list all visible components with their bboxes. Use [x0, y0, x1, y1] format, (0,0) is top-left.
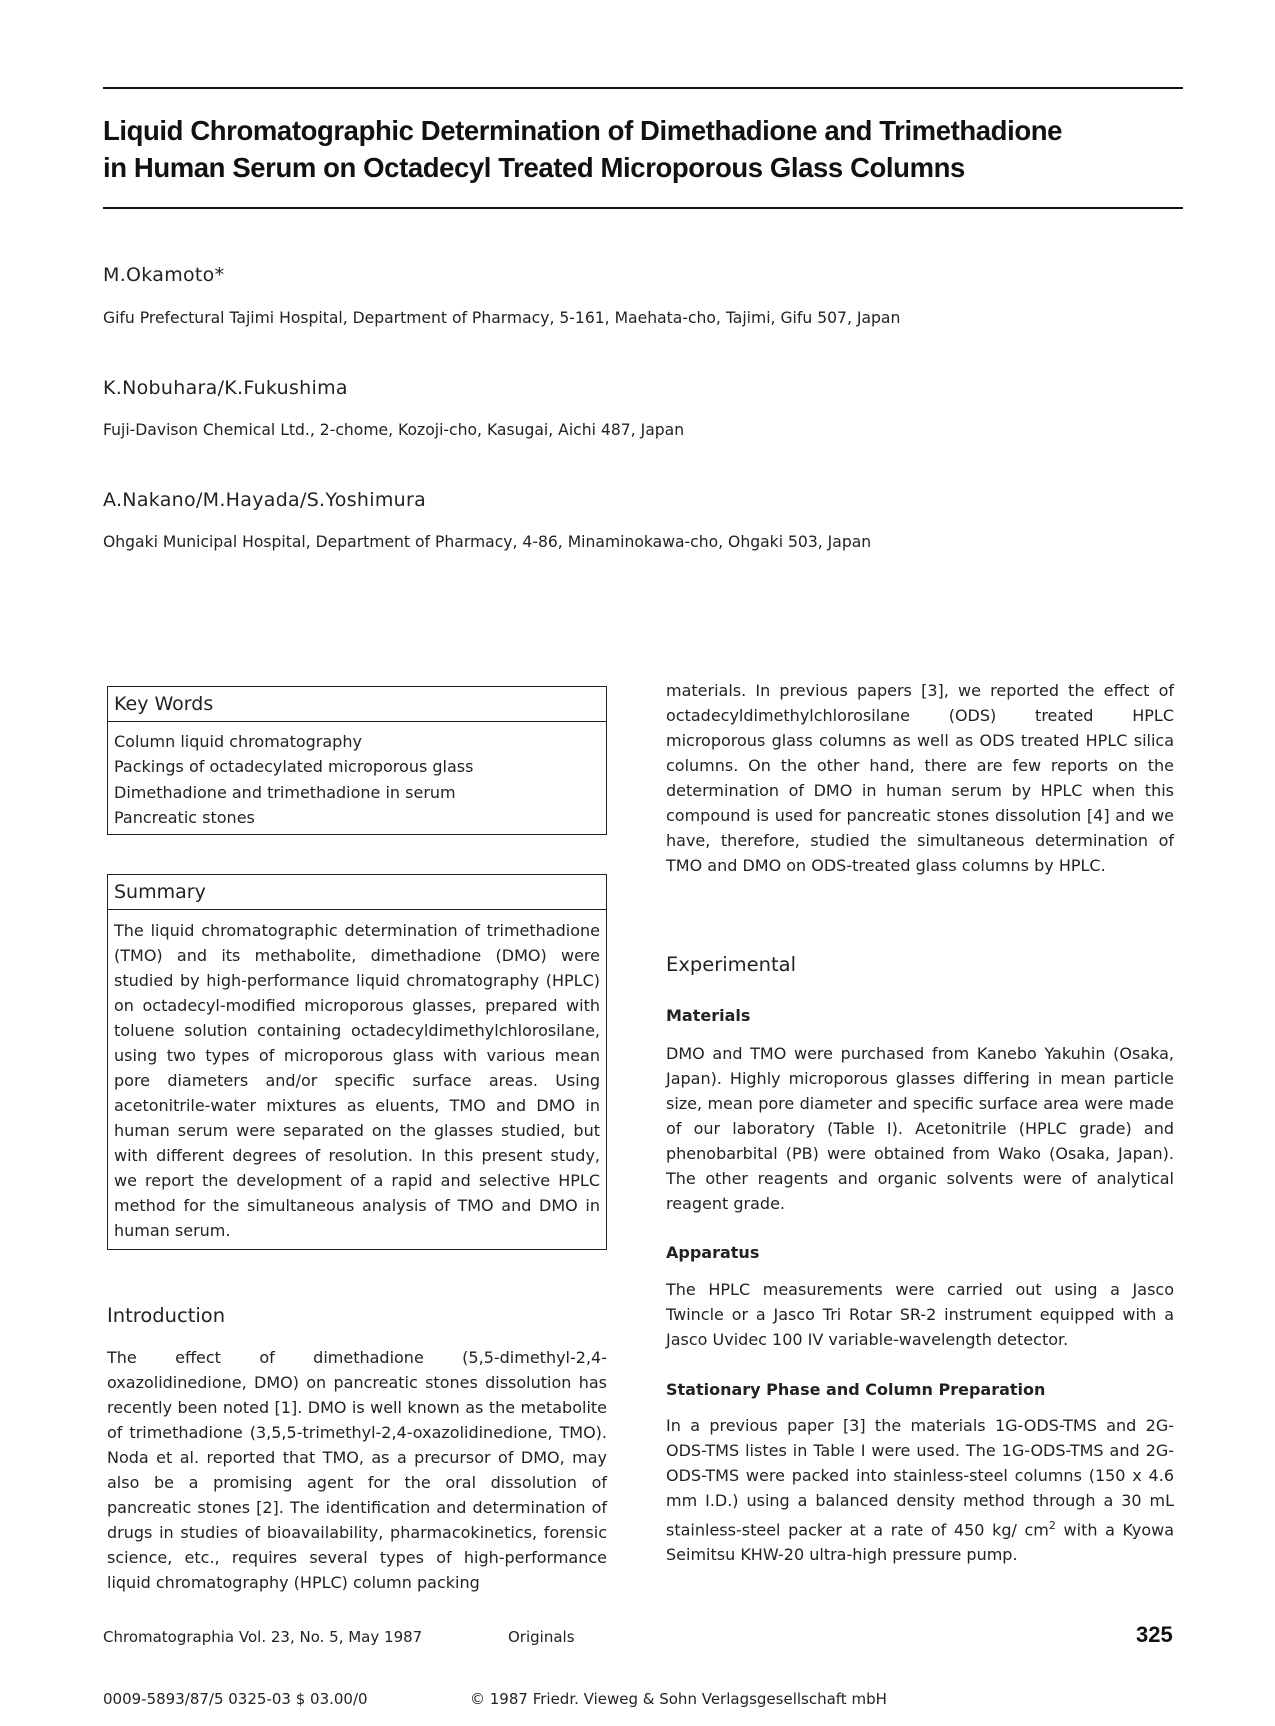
author-affiliation-1: Gifu Prefectural Tajimi Hospital, Department of Pharmacy, 5-161, Maehata-cho, Tajimi, Gifu 507, Japan — [103, 309, 901, 327]
summary-box — [107, 874, 607, 1250]
title-top-rule — [103, 87, 1183, 89]
author-affiliation-3: Ohgaki Municipal Hospital, Department of Pharmacy, 4-86, Minaminokawa-cho, Ohgaki 503, Japan — [103, 533, 872, 551]
introduction-text: The effect of dimethadione (5,5-dimethyl-2,4-oxazolidinedione, DMO) on pancreatic stones dissolution has recently been noted [1]. DMO is well known as the metabolite of trimethadione (3,5,5-trimethyl-2,4-oxazolidinedione, TMO). Noda et al. reported that TMO, as a precursor of DMO, may also be a promising agent for the oral dissolution of pancreatic stones [2]. The identification and determination of drugs in studies of bioavailability, pharmacokinetics, forensic science, etc., requires several types of high-performance liquid chromatography (HPLC) column packing — [107, 1348, 607, 1592]
title-bottom-rule — [103, 207, 1183, 209]
keywords-heading: Key Words — [108, 687, 606, 722]
summary-text: The liquid chromatographic determination of trimethadione (TMO) and its methabolite, dimethadione (DMO) were studied by high-performance liquid chromatography (HPLC) on octadecyl-modified microporous glasses, prepared with toluene solution containing octadecyldimethylchlorosilane, using two types of microporous glass with various mean pore diameters and/or specific surface areas. Using acetonitrile-water mixtures as eluents, TMO and DMO in human serum were separated on the glasses studied, but with different degrees of resolution. In this present study, we report the development of a rapid and selective HPLC method for the simultaneous analysis of TMO and DMO in human serum. — [114, 921, 600, 1240]
stationary-phase-text — [666, 1413, 1174, 1567]
section-label: Originals — [508, 1628, 575, 1646]
stationary-phase-text-a: In a previous paper [3] the materials 1G-ODS-TMS and 2G-ODS-TMS listes in Table I were used. The 1G-ODS-TMS and 2G-ODS-TMS were packed into stainless-steel columns (150 x 4.6 mm I.D.) using a balanced density method through a 30 mL stainless-steel packer at a rate of 450 kg/ cm — [666, 1416, 1174, 1540]
keywords-box — [107, 686, 607, 835]
article-code: 0009-5893/87/5 0325-03 $ 03.00/0 — [103, 1690, 368, 1708]
author-affiliation-2: Fuji-Davison Chemical Ltd., 2-chome, Kozoji-cho, Kasugai, Aichi 487, Japan — [103, 421, 685, 439]
keyword-item: Packings of octadecylated microporous glass — [114, 757, 474, 777]
experimental-heading: Experimental — [666, 953, 797, 976]
keyword-item: Column liquid chromatography — [114, 732, 362, 751]
author-names-2: K.Nobuhara/K.Fukushima — [103, 377, 348, 399]
article-title-line2: in Human Serum on Octadecyl Treated Microporous Glass Columns — [103, 152, 965, 183]
article-title-line1: Liquid Chromatographic Determination of Dimethadione and Trimethadione — [103, 115, 1063, 146]
keyword-item: Pancreatic stones — [114, 807, 255, 827]
journal-citation: Chromatographia Vol. 23, No. 5, May 1987 — [103, 1628, 423, 1646]
author-names-1: M.Okamoto* — [103, 264, 225, 286]
materials-text: DMO and TMO were purchased from Kanebo Yakuhin (Osaka, Japan). Highly microporous glasses differing in mean particle size, mean pore diameter and specific surface area were made of our laboratory (Table I). Acetonitrile (HPLC grade) and phenobarbital (PB) were obtained from Wako (Osaka, Japan). The other reagents and organic solvents were of analytical reagent grade. — [666, 1044, 1174, 1213]
superscript-2: 2 — [1048, 1519, 1056, 1532]
summary-heading: Summary — [108, 875, 606, 910]
page-number: 325 — [1136, 1622, 1173, 1647]
stationary-phase-text-b: with a Kyowa Seimitsu KHW-20 ultra-high pressure pump. — [666, 1520, 1175, 1565]
stationary-phase-heading: Stationary Phase and Column Preparation — [666, 1380, 1046, 1399]
keywords-list — [108, 722, 606, 834]
apparatus-text: The HPLC measurements were carried out using a Jasco Twincle or a Jasco Tri Rotar SR-2 instrument equipped with a Jasco Uvidec 100 IV variable-wavelength detector. — [666, 1280, 1174, 1349]
copyright-notice: © 1987 Friedr. Vieweg & Sohn Verlagsgesellschaft mbH — [470, 1690, 887, 1708]
keyword-item: Dimethadione and trimethadione in serum — [114, 782, 456, 802]
article-title — [103, 112, 1183, 186]
apparatus-heading: Apparatus — [666, 1243, 760, 1262]
introduction-heading: Introduction — [107, 1304, 226, 1327]
author-names-3: A.Nakano/M.Hayada/S.Yoshimura — [103, 489, 427, 511]
materials-heading: Materials — [666, 1006, 751, 1025]
introduction-continuation: materials. In previous papers [3], we reported the effect of octadecyldimethylchlorosilane (ODS) treated HPLC microporous glass columns as well as ODS treated HPLC silica columns. On the other hand, there are few reports on the determination of DMO in human serum by HPLC when this compound is used for pancreatic stones dissolution [4] and we have, therefore, studied the simultaneous determination of TMO and DMO on ODS-treated glass columns by HPLC. — [666, 681, 1174, 875]
